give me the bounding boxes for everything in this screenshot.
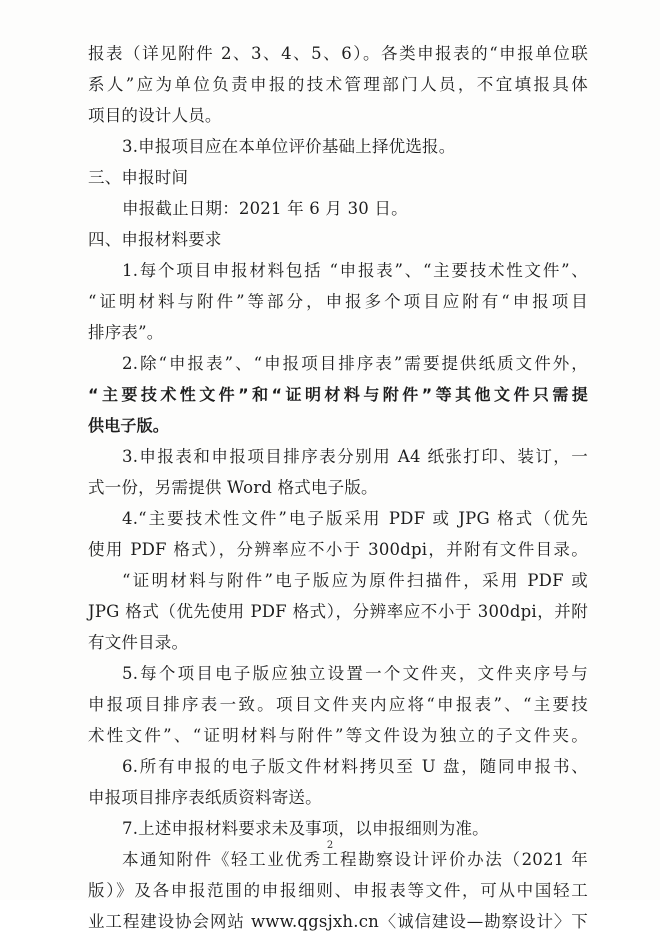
text-line: 申报截止日期：2021 年 6 月 30 日。 — [122, 199, 408, 218]
text-line: 3.申报项目应在本单位评价基础上择优选报。 — [122, 137, 456, 156]
text-line: JPG 格式（优先使用 PDF 格式），分辨率应不小于 300dpi，并附 — [88, 602, 588, 621]
bold-text-line: 供电子版。 — [88, 416, 170, 435]
text-line: 5.每个项目电子版应独立设置一个文件夹，文件夹序号与 — [122, 664, 588, 683]
text-line: “证明材料与附件”电子版应为原件扫描件，采用 PDF 或 — [122, 571, 588, 590]
text-line: 申报项目排序表一致。项目文件夹内应将“申报表”、“主要技 — [88, 695, 588, 714]
body-text — [88, 38, 588, 937]
page-number: 2 — [326, 840, 334, 851]
text-line: 项目的设计人员。 — [88, 106, 222, 125]
text-line: 使用 PDF 格式），分辨率应不小于 300dpi，并附有文件目录。 — [88, 540, 588, 559]
text-line: 申报项目排序表纸质资料寄送。 — [88, 788, 322, 807]
text-line: 版）》及各申报范围的申报细则、申报表等文件，可从中国轻工 — [88, 881, 588, 900]
text-line: 业工程建设协会网站 www.qgsjxh.cn〈诚信建设—勘察设计〉下 — [88, 912, 588, 931]
text-line: 式一份，另需提供 Word 格式电子版。 — [88, 478, 378, 497]
text-line: 6.所有申报的电子版文件材料拷贝至 U 盘，随同申报书、 — [122, 757, 588, 776]
text-line: 本通知附件《轻工业优秀工程勘察设计评价办法（2021 年 — [122, 850, 588, 869]
section-heading: 三、申报时间 — [88, 168, 189, 187]
text-line: 7.上述申报材料要求未及事项，以申报细则为准。 — [122, 819, 489, 838]
bold-text-line: “主要技术性文件”和“证明材料与附件”等其他文件只需提 — [88, 385, 588, 404]
text-line: “证明材料与附件”等部分，申报多个项目应附有“申报项目 — [88, 292, 588, 311]
text-line: 系人”应为单位负责申报的技术管理部门人员，不宜填报具体 — [88, 75, 588, 94]
section-heading: 四、申报材料要求 — [88, 230, 222, 249]
text-line: 排序表”。 — [88, 323, 164, 342]
text-line: 有文件目录。 — [88, 633, 189, 652]
text-line: 报表（详见附件 2、3、4、5、6）。各类申报表的“申报单位联 — [88, 44, 588, 63]
text-line: 1.每个项目申报材料包括 “申报表”、“主要技术性文件”、 — [122, 261, 588, 280]
text-line: 术性文件”、“证明材料与附件”等文件设为独立的子文件夹。 — [88, 726, 588, 745]
text-line: 4.“主要技术性文件”电子版采用 PDF 或 JPG 格式（优先 — [122, 509, 588, 528]
text-line: 2.除“申报表”、“申报项目排序表”需要提供纸质文件外， — [122, 354, 588, 373]
text-line: 3.申报表和申报项目排序表分别用 A4 纸张打印、装订，一 — [122, 447, 588, 466]
